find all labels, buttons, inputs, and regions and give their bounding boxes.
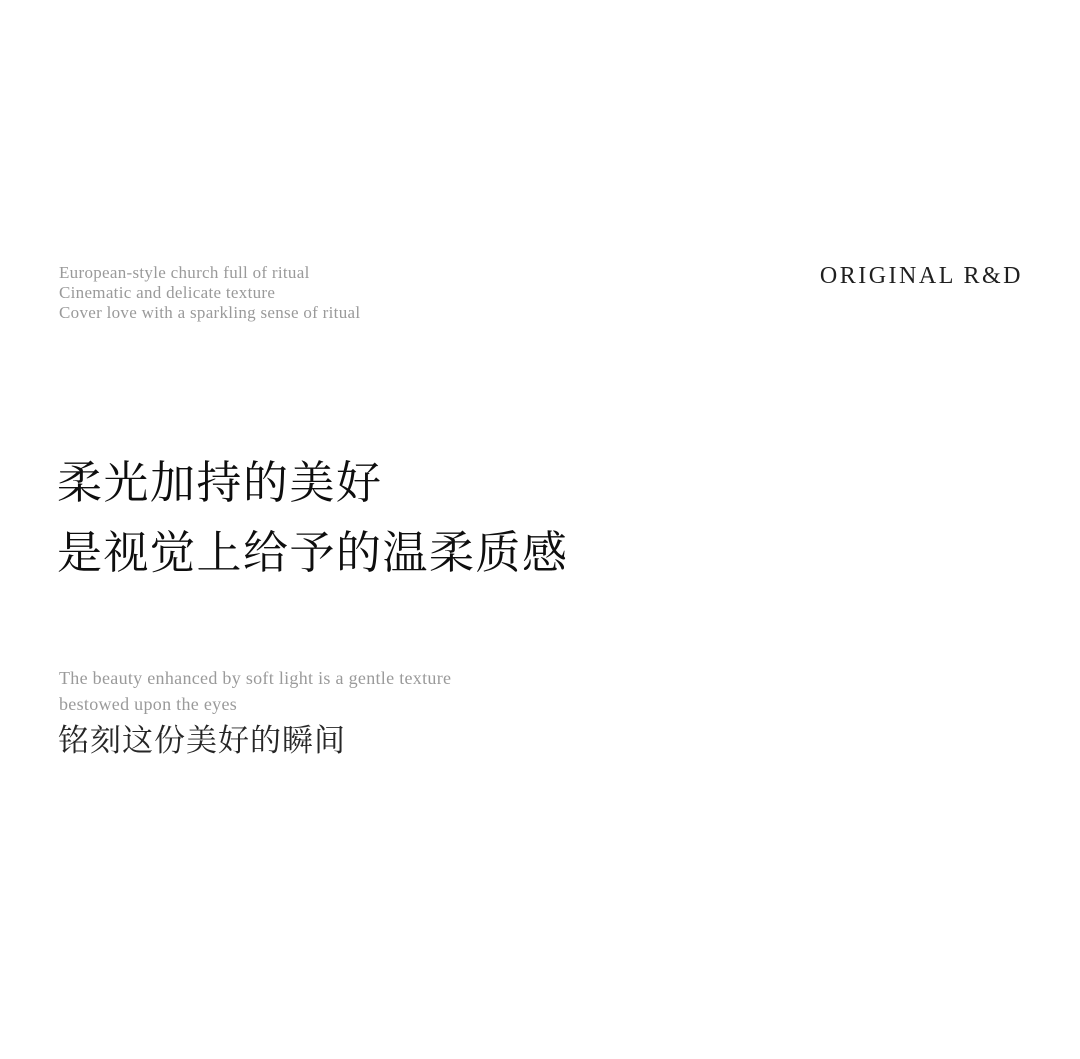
brand-title: ORIGINAL R&D — [819, 263, 1023, 289]
subtitle-line-2: bestowed upon the eyes — [59, 694, 238, 714]
caption-text: 铭刻这份美好的瞬间 — [58, 723, 346, 758]
subtitle-block — [59, 665, 451, 717]
subtitle-line-1: The beauty enhanced by soft light is a gentle texture — [59, 668, 452, 688]
tagline-block — [59, 263, 360, 323]
tagline-line-1: European-style church full of ritual — [59, 263, 310, 282]
heading-line-1: 柔光加持的美好 — [57, 458, 383, 508]
page-title — [57, 448, 569, 588]
heading-line-2: 是视觉上给予的温柔质感 — [57, 528, 569, 578]
tagline-line-3: Cover love with a sparkling sense of ritual — [59, 303, 361, 322]
tagline-line-2: Cinematic and delicate texture — [59, 283, 276, 302]
